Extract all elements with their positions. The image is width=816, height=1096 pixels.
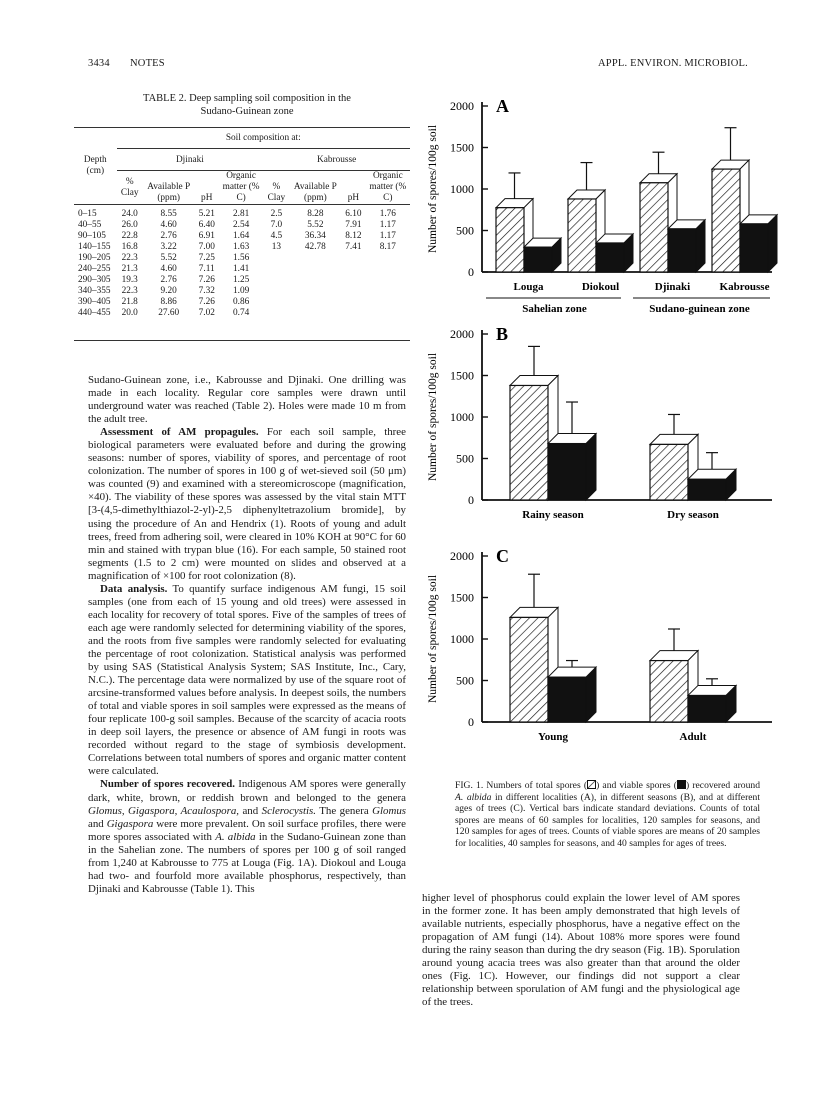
kabrousse-cell: 8.17	[379, 242, 396, 252]
y-tick-label: 500	[456, 451, 474, 466]
y-tick-label: 1000	[450, 182, 474, 196]
djinaki-cell: 4.60	[160, 264, 177, 274]
figure-1	[420, 82, 780, 782]
djinaki-cell: 1.41	[232, 264, 250, 274]
kabrousse-cell	[341, 308, 365, 319]
djinaki-cell: 20.0	[121, 308, 138, 318]
depth-cell: 140–155	[78, 242, 111, 252]
djinaki-cell: 2.76	[160, 231, 177, 241]
kabrousse-cell	[366, 253, 410, 264]
kabrousse-cell	[263, 253, 289, 264]
panel-letter: C	[496, 546, 509, 566]
category-label: Rainy season	[522, 509, 584, 521]
kabrousse-cell	[341, 286, 365, 297]
depth-cell: 340–355	[78, 286, 111, 296]
table-row	[74, 264, 410, 275]
total-spores-bar	[496, 208, 524, 272]
djinaki-cell: 2.76	[160, 275, 177, 285]
paragraph-data-analysis: Data analysis. To quantify surface indigenous AM fungi, 15 soil samples (one from each of 15 young and old trees) were assessed in each locality for recovery of total spores. Five of the samples of trees of each age were randomly selected for determining viability of the spores, and the roots from five samples were randomly selected for evaluating the percentage of root colonization. Statistical analysis was performed by using SAS (Statistical Analysis System; SAS Institute, Inc., Cary, N.C.). The percentage data were normalized by use of the square root of arcsine-transformed values before analysis. In deepest soils, the numbers of total and viable spores in soil samples were expressed as the means of four replicate 100-g soil samples. Because of the scarcity of acacia roots in deep soil layers, the presence or absence of AM fungi in roots was recorded without regard to the stage of symbiosis development. Correlations between total numbers of spores and organic matter content were calculated.	[88, 582, 406, 778]
djinaki-cell: 7.11	[198, 264, 215, 274]
category-label: Diokoul	[581, 281, 620, 293]
kabrousse-cell	[366, 264, 410, 275]
djinaki-cell: 8.86	[160, 297, 177, 307]
y-tick-label: 500	[456, 223, 474, 238]
page-number: 3434	[88, 58, 110, 69]
kabrousse-cell	[263, 275, 289, 286]
djinaki-cell: 1.56	[232, 253, 250, 263]
category-label: Louga	[513, 281, 544, 293]
paragraph-assessment: Assessment of AM propagules. For each soil sample, three biological parameters were evaluated before and during the growing seasons: number of spores, viability of spores, and percentage of root colonization. The number of spores in 100 g of wet-sieved soil (50 μm) was counted (9) and examined with a stereomicroscope (magnification, ×40). The viability of these spores was assessed by the vital stain MTT [3-(4,5-dimethylthiazol-2-yl)-2,5 diphenyltetrazolium bromide], by using the procedure of An and Hendrix (1). Roots of young and adult trees, freed from adhering soil, were cleared in 10% KOH at 90°C for 60 min and stained with trypan blue (16). For each sample, 50 stained root segments (1.5 to 2 cm) were mounted on slides and observed at a magnification of ×100 for root colonization (8).	[88, 426, 406, 582]
depth-header: Depth (cm)	[83, 155, 107, 176]
table-row	[74, 308, 410, 319]
col-ph: pH	[195, 171, 219, 205]
y-tick-label: 1000	[450, 410, 474, 424]
kabrousse-cell	[341, 275, 365, 286]
djinaki-cell: 7.26	[198, 297, 215, 307]
kabrousse-cell	[290, 297, 342, 308]
solid-legend-icon	[677, 780, 686, 789]
col-organic-matter: Organic matter (% C)	[366, 171, 410, 205]
kabrousse-cell	[263, 308, 289, 319]
djinaki-cell: 9.20	[160, 286, 177, 296]
viable-spores-bar	[740, 224, 768, 272]
viable-bar-side	[586, 434, 596, 500]
djinaki-cell: 22.3	[121, 253, 138, 263]
djinaki-cell: 0.86	[232, 297, 250, 307]
djinaki-cell: 2.81	[232, 209, 250, 219]
kabrousse-cell: 4.5	[270, 231, 283, 241]
kabrousse-cell	[290, 275, 342, 286]
paragraph-spores: Number of spores recovered. Indigenous AM spores were generally dark, white, brown, or reddish brown and belonged to the genera Glomus, Gigaspora, Acaulospora, and Sclerocystis. The genera Glomus and Gigaspora were more prevalent. On soil surface profiles, there were more spores associated with A. albida in the Sudano-Guinean zone than in the Sahelian zone. The numbers of spores per 100 g of soil ranged from 1,240 at Kabrousse to 775 at Louga (Fig. 1A). Diokoul and Louga had two- and fourfold more available phosphorus, respectively, than Djinaki and Kabrousse (Table 1). This	[88, 778, 407, 895]
y-tick-label: 500	[456, 673, 474, 688]
kabrousse-cell	[341, 264, 365, 275]
heading-data-analysis: Data analysis.	[100, 582, 168, 595]
kabrousse-cell: 1.17	[379, 220, 396, 230]
djinaki-cell: 21.8	[121, 297, 138, 307]
djinaki-cell: 7.32	[198, 286, 215, 296]
djinaki-cell: 5.52	[160, 253, 177, 263]
depth-cell: 0–15	[78, 209, 97, 219]
table-row	[74, 220, 410, 231]
kabrousse-cell: 8.12	[345, 231, 362, 241]
kabrousse-cell: 1.17	[379, 231, 396, 241]
kabrousse-cell: 7.91	[345, 220, 362, 230]
viable-spores-bar	[524, 247, 552, 272]
kabrousse-cell	[341, 297, 365, 308]
site-djinaki-header: Djinaki	[117, 149, 264, 171]
section-label: NOTES	[130, 58, 165, 69]
site-kabrousse-header: Kabrousse	[263, 149, 410, 171]
group-header: Soil composition at:	[225, 133, 301, 143]
djinaki-cell: 3.22	[160, 242, 177, 252]
djinaki-cell: 22.8	[121, 231, 138, 241]
djinaki-cell: 1.64	[232, 231, 250, 241]
viable-bar-side	[696, 220, 705, 272]
table-row	[74, 205, 410, 221]
col-ph: pH	[341, 171, 365, 205]
djinaki-cell: 0.74	[232, 308, 250, 318]
table-row	[74, 253, 410, 264]
col-clay: % Clay	[117, 171, 143, 205]
left-column-text	[88, 374, 406, 896]
group-label: Sahelian zone	[522, 303, 587, 315]
total-spores-bar	[640, 183, 668, 272]
djinaki-cell: 6.40	[198, 220, 215, 230]
y-axis-label: Number of spores/100g soil	[427, 574, 439, 704]
djinaki-cell: 1.09	[232, 286, 250, 296]
kabrousse-cell: 8.28	[307, 209, 324, 219]
table-title	[88, 92, 406, 118]
figure-caption: FIG. 1. Numbers of total spores ( ) and viable spores ( ) recovered around A. albida in different localities (A), in different seasons (B), and at different ages of trees (C). Vertical bars indicate standard deviations. Counts of total spores are means of 60 samples for localities, 120 samples for seasons, and 120 samples for ages of trees. Counts of viable spores are means of 20 samples for localities, 40 samples for seasons, and 40 samples for ages of trees.	[455, 780, 760, 849]
group-label: Sudano-guinean zone	[649, 303, 750, 315]
col-available-p: Available P (ppm)	[290, 171, 342, 205]
djinaki-cell: 7.26	[198, 275, 215, 285]
total-spores-bar	[712, 169, 740, 272]
depth-cell: 90–105	[78, 231, 106, 241]
table-row	[74, 231, 410, 242]
kabrousse-cell: 2.5	[270, 209, 283, 219]
category-label: Djinaki	[654, 281, 691, 293]
table-title-line1: TABLE 2. Deep sampling soil composition in the	[143, 93, 351, 104]
kabrousse-cell	[366, 275, 410, 286]
djinaki-cell: 24.0	[121, 209, 138, 219]
djinaki-cell: 21.3	[121, 264, 138, 274]
depth-cell: 390–405	[78, 297, 111, 307]
category-label: Adult	[679, 731, 707, 743]
viable-bar-side	[768, 215, 777, 272]
kabrousse-cell: 1.76	[379, 209, 396, 219]
table-row	[74, 275, 410, 286]
table-row	[74, 286, 410, 297]
djinaki-cell: 1.25	[232, 275, 250, 285]
kabrousse-cell	[263, 297, 289, 308]
soil-composition-table	[74, 127, 410, 319]
y-tick-label: 1500	[450, 590, 474, 605]
viable-bar-side	[586, 667, 596, 722]
djinaki-cell: 16.8	[121, 242, 138, 252]
viable-spores-bar	[688, 479, 726, 500]
kabrousse-cell	[263, 286, 289, 297]
kabrousse-cell	[341, 253, 365, 264]
kabrousse-cell	[366, 308, 410, 319]
viable-spores-bar	[688, 695, 726, 722]
viable-spores-bar	[548, 444, 586, 500]
panel-b	[427, 324, 772, 521]
paragraph-drilling: Sudano-Guinean zone, i.e., Kabrousse and Djinaki. One drilling was made in each locality. Regular core samples were drawn until underground water was reached (Table 2). Holes were made 10 m from the adult tree.	[88, 374, 406, 426]
table-row	[74, 242, 410, 253]
djinaki-cell: 7.02	[198, 308, 215, 318]
total-spores-bar	[510, 385, 548, 500]
kabrousse-cell: 7.0	[270, 220, 283, 230]
djinaki-cell: 19.3	[121, 275, 138, 285]
kabrousse-cell	[290, 286, 342, 297]
y-axis-label: Number of spores/100g soil	[427, 352, 439, 482]
djinaki-cell: 22.3	[121, 286, 138, 296]
djinaki-cell: 2.54	[232, 220, 250, 230]
panel-c	[427, 546, 772, 743]
heading-assessment: Assessment of AM propagules.	[100, 426, 259, 439]
panel-a	[427, 96, 777, 315]
kabrousse-cell: 36.34	[304, 231, 326, 241]
hatched-legend-icon	[587, 780, 596, 789]
total-spores-bar	[568, 199, 596, 272]
total-spores-bar	[510, 617, 548, 722]
journal-name: APPL. ENVIRON. MICROBIOL.	[598, 58, 748, 69]
kabrousse-cell: 13	[271, 242, 282, 252]
total-spores-bar	[650, 444, 688, 500]
col-clay: % Clay	[263, 171, 289, 205]
category-label: Dry season	[667, 509, 719, 521]
table-row	[74, 297, 410, 308]
panel-letter: B	[496, 324, 509, 344]
viable-spores-bar	[596, 243, 624, 272]
djinaki-cell: 1.63	[232, 242, 250, 252]
djinaki-cell: 8.55	[160, 209, 177, 219]
viable-spores-bar	[548, 677, 586, 722]
y-tick-label: 2000	[450, 327, 474, 341]
kabrousse-cell	[290, 264, 342, 275]
viable-spores-bar	[668, 229, 696, 272]
table-bottom-rule	[74, 340, 410, 341]
y-tick-label: 0	[468, 265, 474, 279]
y-tick-label: 1000	[450, 632, 474, 646]
col-available-p: Available P (ppm)	[143, 171, 195, 205]
kabrousse-cell	[290, 253, 342, 264]
djinaki-cell: 6.91	[198, 231, 215, 241]
depth-cell: 40–55	[78, 220, 102, 230]
djinaki-cell: 7.00	[198, 242, 215, 252]
djinaki-cell: 26.0	[121, 220, 138, 230]
depth-cell: 440–455	[78, 308, 111, 318]
paragraph-phosphorus: higher level of phosphorus could explain the lower level of AM spores in the former zone. It has been amply demonstrated that high levels of available nutrients, especially phosphorus, have a negative effect on the propagation of AM fungi (14). About 108% more spores were found during the rainy season than during the dry season (Fig. 1B). Sporulation around young acacia trees was also greater than that around the older ones (Fig. 1C). However, our findings did not support a clear relationship between sporulation of AM fungi and the physiological age of the trees.	[422, 892, 740, 1009]
kabrousse-cell: 6.10	[345, 209, 362, 219]
right-column-text	[422, 892, 740, 1009]
heading-spores: Number of spores recovered.	[100, 778, 235, 791]
depth-cell: 190–205	[78, 253, 111, 263]
kabrousse-cell	[366, 286, 410, 297]
djinaki-cell: 27.60	[158, 308, 180, 318]
total-spores-bar	[650, 661, 688, 722]
y-tick-label: 1500	[450, 368, 474, 383]
y-tick-label: 0	[468, 715, 474, 729]
table-title-line2: Sudano-Guinean zone	[200, 106, 294, 117]
kabrousse-cell: 42.78	[304, 242, 326, 252]
djinaki-cell: 4.60	[160, 220, 177, 230]
y-tick-label: 2000	[450, 549, 474, 563]
category-label: Kabrousse	[719, 281, 770, 293]
djinaki-cell: 5.21	[198, 209, 215, 219]
category-label: Young	[538, 731, 568, 743]
y-tick-label: 0	[468, 493, 474, 507]
y-tick-label: 2000	[450, 99, 474, 113]
col-organic-matter: Organic matter (% C)	[219, 171, 263, 205]
kabrousse-cell	[263, 264, 289, 275]
depth-cell: 240–255	[78, 264, 111, 274]
y-axis-label: Number of spores/100g soil	[427, 124, 439, 254]
djinaki-cell: 7.25	[198, 253, 215, 263]
kabrousse-cell: 7.41	[345, 242, 362, 252]
y-tick-label: 1500	[450, 140, 474, 155]
kabrousse-cell: 5.52	[307, 220, 324, 230]
kabrousse-cell	[290, 308, 342, 319]
depth-cell: 290–305	[78, 275, 111, 285]
kabrousse-cell	[366, 297, 410, 308]
panel-letter: A	[496, 96, 509, 116]
